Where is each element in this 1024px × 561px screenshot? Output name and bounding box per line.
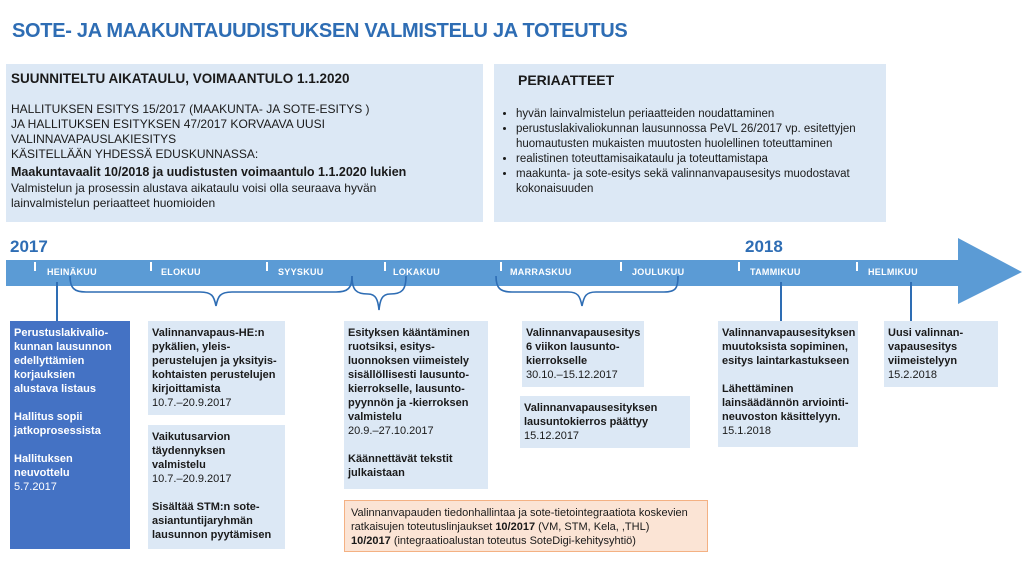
month-tick [150, 262, 152, 271]
box-line: Esityksen kääntäminen [348, 327, 470, 339]
principle-item: • realistinen toteuttamisaikataulu ja toteuttamistapa [516, 152, 888, 167]
box-line: lausunnon pyytämisen [152, 529, 272, 541]
box-line: jatkoprosessista [14, 425, 101, 437]
box-line: Valinnanvapausesityksen [722, 327, 856, 339]
box-line: alustava listaus [14, 383, 96, 395]
box-consultation-round [522, 321, 644, 387]
month-label-october: LOKAKUU [393, 267, 441, 277]
principle-item: • hyvän lainvalmistelun periaatteiden noudattaminen [516, 107, 888, 122]
schedule-note [11, 181, 481, 211]
connector-february [910, 282, 912, 322]
box-law-inspection [718, 321, 858, 447]
month-label-july: HEINÄKUU [47, 267, 97, 277]
box-line: vapausesitys [888, 341, 958, 353]
box-date-bold: 10/2017 [495, 521, 536, 533]
box-line: Käännettävät tekstit [348, 453, 453, 465]
box-line: luonnoksen viimeistely [348, 355, 470, 367]
box-line: Valinnanvapausesityksen [524, 402, 658, 414]
month-tick [738, 262, 740, 271]
box-line: korjauksien [14, 369, 76, 381]
box-new-proposal [884, 321, 998, 387]
box-date: 10.7.–20.9.2017 [152, 473, 232, 485]
month-label-september: SYYSKUU [278, 267, 324, 277]
box-line: 6 viikon lausunto- [526, 341, 620, 353]
box-line: Sisältää STM:n sote- [152, 501, 260, 513]
box-date: 10.7.–20.9.2017 [152, 397, 232, 409]
box-line: valmistelu [348, 411, 402, 423]
box-line [351, 534, 701, 548]
timeline-braces [0, 272, 1024, 324]
box-date: 15.12.2017 [524, 430, 580, 442]
schedule-line: HALLITUKSEN ESITYS 15/2017 (MAAKUNTA- JA SOTE-ESITYS ) [11, 102, 370, 116]
box-line: edellyttämien [14, 355, 85, 367]
month-tick [620, 262, 622, 271]
schedule-line: Valmistelun ja prosessin alustava aikataulu voisi olla seuraava hyvän [11, 181, 377, 195]
box-line: Lähettäminen [722, 383, 794, 395]
schedule-line: lainvalmistelun periaatteet huomioiden [11, 196, 216, 210]
connector-january [780, 282, 782, 322]
box-line: lausuntokierros päättyy [524, 416, 649, 428]
box-consultation-ends [520, 396, 690, 448]
box-data-management [344, 500, 708, 552]
box-text: (integraatioalustan toteutus SoteDigi-kehitysyhtiö) [390, 535, 636, 547]
box-text: ratkaisujen toteutuslinjaukset [351, 521, 496, 533]
box-line: Hallituksen [14, 453, 73, 465]
box-line: kunnan lausunnon [14, 341, 112, 353]
box-line: Uusi valinnan- [888, 327, 964, 339]
schedule-panel [6, 64, 483, 222]
box-line: Hallitus sopii [14, 411, 83, 423]
brace-oct-dec [496, 276, 678, 306]
box-line: viimeistelyyn [888, 355, 958, 367]
box-line: Valinnanvapaus-HE:n [152, 327, 265, 339]
box-line: perustelujen ja yksityis- [152, 355, 277, 367]
connector-july [56, 282, 58, 322]
month-label-january: TAMMIKUU [750, 267, 801, 277]
month-tick [34, 262, 36, 271]
box-he-writing [148, 321, 285, 415]
box-line: pykälien, yleis- [152, 341, 231, 353]
box-line: pyynnön ja -kierroksen [348, 397, 469, 409]
year-start-label: 2017 [10, 237, 48, 256]
principles-panel [494, 64, 886, 222]
box-line: Valinnanvapauden tiedonhallintaa ja sote-tietointegraatiota koskevien [351, 507, 688, 519]
schedule-heading: SUUNNITELTU AIKATAULU, VOIMAANTULO 1.1.2020 [11, 71, 350, 86]
box-line: lainsäädännön arviointi- [722, 397, 849, 409]
box-impact-assessment [148, 425, 285, 549]
box-line: kohtaisten perustelujen [152, 369, 276, 381]
month-label-november: MARRASKUU [510, 267, 572, 277]
box-line: Valinnanvapausesitys [526, 327, 641, 339]
box-date: 30.10.–15.12.2017 [526, 369, 618, 381]
box-line: valmistelu [152, 459, 206, 471]
box-line: kierrokselle [526, 355, 588, 367]
year-end-label: 2018 [745, 237, 783, 256]
box-text: (VM, STM, Kela, ,THL) [535, 521, 650, 533]
brace-jul-sep [70, 276, 352, 306]
schedule-line: JA HALLITUKSEN ESITYKSEN 47/2017 KORVAAVA UUSI VALINNAVAPAUSLAKIESITYS [11, 117, 325, 146]
box-date-bold: 10/2017 [351, 535, 391, 547]
month-tick [266, 262, 268, 271]
box-line: täydennyksen [152, 445, 226, 457]
month-tick [384, 262, 386, 271]
box-date: 20.9.–27.10.2017 [348, 425, 434, 437]
box-line: Perustuslakivalio- [14, 327, 109, 339]
box-line: ruotsiksi, esitys- [348, 341, 435, 353]
month-label-august: ELOKUU [161, 267, 201, 277]
schedule-bold-line: Maakuntavaalit 10/2018 ja uudistusten voimaantulo 1.1.2020 lukien [11, 165, 407, 179]
box-translation [344, 321, 488, 489]
box-line: muutoksista sopiminen, [722, 341, 848, 353]
page-title: SOTE- JA MAAKUNTAUUDISTUKSEN VALMISTELU JA TOTEUTUS [12, 20, 628, 42]
month-label-february: HELMIKUU [868, 267, 918, 277]
box-line [351, 520, 701, 534]
schedule-text [11, 102, 481, 162]
schedule-line: KÄSITELLÄÄN YHDESSÄ EDUSKUNNASSA: [11, 147, 259, 161]
box-line: Vaikutusarvion [152, 431, 231, 443]
box-line: esitys laintarkastukseen [722, 355, 850, 367]
brace-sep-oct [352, 276, 406, 310]
principle-item: • maakunta- ja sote-esitys sekä valinnanvapausesitys muodostavat kokonaisuuden [516, 167, 888, 197]
box-date: 15.1.2018 [722, 425, 771, 437]
month-tick [856, 262, 858, 271]
principle-item: • perustuslakivaliokunnan lausunnossa PeVL 26/2017 vp. esitettyjen huomautusten mukaisten muutosten huolellinen toteuttaminen [516, 122, 888, 152]
box-date: 15.2.2018 [888, 369, 937, 381]
box-line: julkaistaan [348, 467, 405, 479]
box-date: 5.7.2017 [14, 481, 57, 493]
box-july-actions [10, 321, 130, 549]
box-line: neuvottelu [14, 467, 70, 479]
box-line: neuvoston käsittelyyn. [722, 411, 841, 423]
box-line: kierrokselle, lausunto- [348, 383, 465, 395]
month-label-december: JOULUKUU [632, 267, 685, 277]
box-line: sisällöllisesti lausunto- [348, 369, 470, 381]
principles-heading: PERIAATTEET [518, 72, 615, 88]
principles-list [502, 107, 888, 197]
box-line: kirjoittamista [152, 383, 221, 395]
box-line: asiantuntijaryhmän [152, 515, 253, 527]
month-tick [500, 262, 502, 271]
